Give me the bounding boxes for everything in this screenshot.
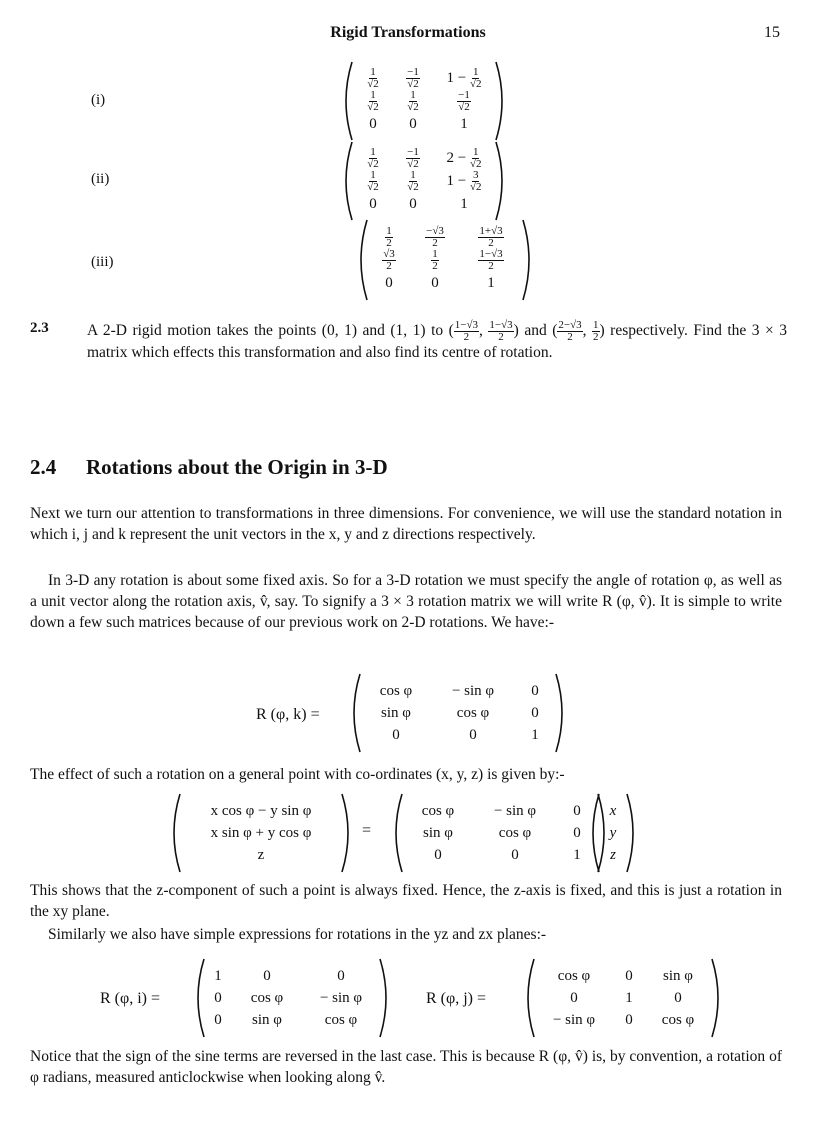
- matrix-cell: $\frac{√3}{2}$: [383, 248, 395, 273]
- matrix-cell: $\frac{1-√3}{2}$: [479, 248, 503, 273]
- matrix-cell: 0: [409, 116, 417, 133]
- matrix-cell: cos φ: [324, 1012, 358, 1028]
- matrix-cell: $\frac{1}{√2}$: [367, 89, 379, 114]
- paragraph: This shows that the z-component of such a point is always fixed. Hence, the z-axis is fixed, and this is just a rotation in the xy plane.: [30, 882, 782, 920]
- matrix-cell: 0: [392, 727, 400, 743]
- matrix-cell: 0: [337, 968, 345, 984]
- matrix-cell: $\frac{1}{√2}$: [407, 89, 419, 114]
- exercise-text-part: A 2-D rigid motion takes the points (0, 1) and (1, 1) to (: [87, 322, 454, 340]
- exercise-number: 2.3: [30, 320, 49, 336]
- left-paren: [338, 140, 354, 222]
- paragraph: Notice that the sign of the sine terms are reversed in the last case. This is because R (φ, v̂) is, by convention, a rotation of φ radians, measured anticlockwise when looking along v̂.: [30, 1048, 782, 1086]
- matrix-cell: $\frac{-√3}{2}$: [426, 225, 444, 249]
- matrix-cell: cos φ: [557, 968, 591, 984]
- right-paren: [625, 792, 641, 874]
- matrix-cell: sin φ: [252, 1012, 282, 1028]
- matrix-cell: 0: [531, 683, 539, 699]
- matrix-cell: 0: [385, 275, 393, 292]
- part-label: (i): [91, 92, 106, 108]
- matrix-cell: 0: [674, 990, 682, 1006]
- matrix-cell: cos φ: [379, 683, 413, 699]
- matrix-part-iii: [353, 218, 537, 302]
- vector-lhs: [166, 792, 356, 874]
- left-paren: [388, 792, 404, 874]
- left-paren: [166, 792, 182, 874]
- matrix-part-ii: [338, 140, 510, 222]
- equation-label: R (φ, j) =: [426, 990, 487, 1007]
- exercise-text-part: ) respectively. Find the 3 × 3 matrix which effects this transformation and also find its centre of rotation.: [87, 322, 788, 361]
- left-paren: [520, 957, 536, 1039]
- left-paren: [338, 60, 354, 142]
- matrix-cell: $\frac{1}{√2}$: [407, 169, 419, 194]
- matrix-cell: 0: [369, 196, 377, 213]
- matrix-cell: sin φ: [663, 968, 693, 984]
- left-paren: [346, 672, 362, 754]
- matrix-cell: $\frac{1}{√2}$: [367, 66, 379, 90]
- right-paren: [494, 60, 510, 142]
- matrix-cell: 1: [460, 116, 468, 133]
- matrix-cell: cos φ: [498, 825, 532, 841]
- matrix-cell: 1: [573, 847, 581, 863]
- exercise-text-part: ) and (: [513, 322, 558, 340]
- section-heading: [30, 455, 388, 480]
- matrix-cell: cos φ: [421, 803, 455, 819]
- matrix-cell: $\frac{-1}{√2}$: [407, 66, 419, 90]
- matrix-r-phi-k: [346, 672, 570, 754]
- matrix-part-i: [338, 60, 510, 142]
- matrix-cell: 0: [214, 990, 222, 1006]
- matrix-cell: 0: [431, 275, 439, 292]
- equation-label-text: R (φ, k) =: [256, 706, 320, 723]
- matrix-cell: $\frac{-1}{√2}$: [407, 146, 419, 170]
- paragraph: The effect of such a rotation on a general point with co-ordinates (x, y, z) is given by:-: [30, 766, 565, 783]
- section-title: Rotations about the Origin in 3-D: [86, 455, 388, 479]
- part-label: (iii): [91, 254, 114, 270]
- vector-cell: x: [609, 803, 617, 819]
- matrix-cell: 1: [460, 196, 468, 213]
- running-header-title: Rigid Transformations: [330, 24, 486, 41]
- matrix-cell: sin φ: [381, 705, 411, 721]
- matrix-cell: − sin φ: [493, 803, 537, 819]
- vector-cell: x cos φ − y sin φ: [210, 803, 312, 819]
- matrix-cell: 0: [573, 825, 581, 841]
- equals-sign: =: [362, 822, 372, 839]
- matrix-cell: 1: [214, 968, 222, 984]
- matrix-cell: 0: [263, 968, 271, 984]
- matrix-cell: 0: [511, 847, 519, 863]
- part-label: (ii): [91, 171, 110, 187]
- matrix-cell: $\frac{1}{2}$: [386, 225, 392, 249]
- matrix-cell: $\frac{1}{2}$: [432, 248, 438, 273]
- matrix-cell: − sin φ: [319, 990, 363, 1006]
- vector-cell: x sin φ + y cos φ: [210, 825, 312, 841]
- vector-cell: y: [609, 825, 617, 841]
- matrix-cell: − sin φ: [552, 1012, 596, 1028]
- vector-cell: z: [257, 847, 265, 863]
- right-paren: [340, 792, 356, 874]
- exercise-2-3-text: A 2-D rigid motion takes the points (0, 1) and (1, 1) to ( $\frac{1-√3}{2}$ , $\frac{1-√3}{2}$ ) and ( $\frac{2-√3}{2}$ , $\frac{1}{2}$ ) respectively. Find the 3 × 3 matrix which effects this transformation and also find its centre of rotation.: [87, 319, 788, 361]
- paragraph: Next we turn our attention to transformations in three dimensions. For convenience, we will use the standard notation in which i, j and k represent the unit vectors in the x, y and z directions respectively.: [30, 505, 782, 543]
- matrix-cell: 0: [625, 968, 633, 984]
- page-number: 15: [764, 24, 780, 41]
- matrix-cell: sin φ: [423, 825, 453, 841]
- matrix-cell: 0: [434, 847, 442, 863]
- matrix-cell: cos φ: [456, 705, 490, 721]
- matrix-cell: 1: [625, 990, 633, 1006]
- matrix-cell: 0: [409, 196, 417, 213]
- paragraph: In 3-D any rotation is about some fixed axis. So for a 3-D rotation we must specify the angle of rotation φ, as well as a unit vector along the rotation axis, v̂, say. To signify a 3 × 3 rotation matrix we will write R (φ, v̂). It is simple to write down a few such matrices because of our previous work on 2-D rotations. We have:-: [30, 572, 782, 631]
- matrix-cell: 0: [573, 803, 581, 819]
- matrix-cell: − sin φ: [451, 683, 495, 699]
- right-paren: [378, 957, 394, 1039]
- right-paren: [521, 218, 537, 302]
- matrix-r-phi-i: [190, 957, 394, 1039]
- matrix-r-phi-j: [520, 957, 726, 1039]
- matrix-cell: 1: [487, 275, 495, 292]
- matrix-cell: $\frac{1+√3}{2}$: [479, 225, 503, 249]
- right-paren: [494, 140, 510, 222]
- matrix-r-phi-k-repeat: [388, 792, 612, 874]
- section-number: 2.4: [30, 455, 57, 479]
- matrix-cell: 2 − $\frac{1}{√2}$: [446, 146, 482, 170]
- left-paren: [190, 957, 206, 1039]
- matrix-cell: 1: [531, 727, 539, 743]
- vector-cell: z: [610, 847, 616, 863]
- equation-label: [256, 706, 320, 724]
- matrix-cell: $\frac{1}{√2}$: [367, 146, 379, 170]
- matrix-cell: cos φ: [661, 1012, 695, 1028]
- matrix-cell: 0: [570, 990, 578, 1006]
- right-paren: [710, 957, 726, 1039]
- matrix-cell: $\frac{-1}{√2}$: [458, 89, 470, 114]
- matrix-cell: 1 − $\frac{1}{√2}$: [446, 66, 482, 90]
- matrix-cell: 0: [214, 1012, 222, 1028]
- left-paren: [353, 218, 369, 302]
- matrix-cell: 0: [625, 1012, 633, 1028]
- equation-label: R (φ, i) =: [100, 990, 161, 1007]
- matrix-cell: 0: [469, 727, 477, 743]
- left-paren: [585, 792, 601, 874]
- paragraph: Similarly we also have simple expressions for rotations in the yz and zx planes:-: [48, 926, 547, 943]
- matrix-cell: 1 − $\frac{3}{√2}$: [446, 169, 482, 194]
- vector-xyz: [585, 792, 641, 874]
- matrix-cell: 0: [531, 705, 539, 721]
- matrix-cell: cos φ: [250, 990, 284, 1006]
- right-paren: [554, 672, 570, 754]
- matrix-cell: $\frac{1}{√2}$: [367, 169, 379, 194]
- matrix-cell: 0: [369, 116, 377, 133]
